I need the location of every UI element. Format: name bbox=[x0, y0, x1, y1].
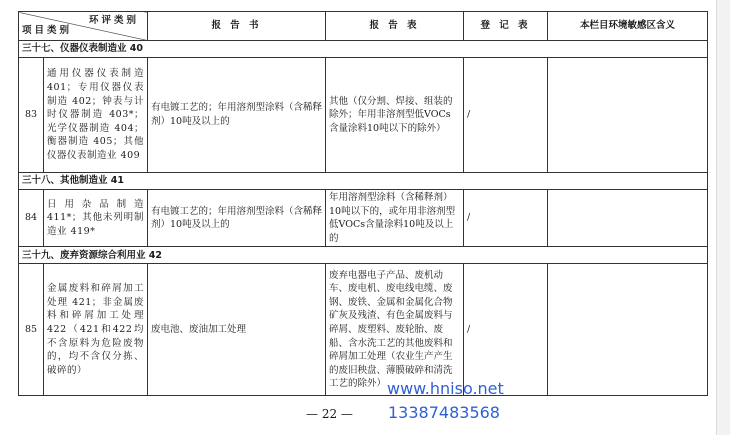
report-book-cell: 废电池、废油加工处理 bbox=[148, 264, 326, 396]
registration-cell: / bbox=[464, 264, 548, 396]
section-title: 三十九、废弃资源综合利用业 42 bbox=[19, 247, 708, 264]
watermark-url: www.hniso.net bbox=[387, 379, 504, 398]
table-row bbox=[19, 58, 708, 173]
environment-category-table bbox=[18, 11, 708, 396]
registration-cell: / bbox=[464, 58, 548, 173]
section-row bbox=[19, 173, 708, 190]
row-index: 83 bbox=[19, 58, 44, 173]
table-row bbox=[19, 190, 708, 247]
report-book-cell: 有电镀工艺的；年用溶剂型涂料（含稀释剂）10吨及以上的 bbox=[148, 190, 326, 247]
registration-header: 登 记 表 bbox=[464, 12, 548, 41]
report-form-cell: 年用溶剂型涂料（含稀释剂）10吨以下的，或年用非溶剂型低VOCs含量涂料10吨及以上的 bbox=[326, 190, 464, 247]
row-index: 84 bbox=[19, 190, 44, 247]
section-title: 三十七、仪器仪表制造业 40 bbox=[19, 41, 708, 58]
watermark-phone: 13387483568 bbox=[388, 403, 500, 422]
section-title: 三十八、其他制造业 41 bbox=[19, 173, 708, 190]
report-book-cell: 有电镀工艺的；年用溶剂型涂料（含稀释剂）10吨及以上的 bbox=[148, 58, 326, 173]
table-row bbox=[19, 264, 708, 396]
env-category-label: 环评类别 bbox=[88, 15, 139, 26]
section-row bbox=[19, 41, 708, 58]
diagonal-header-cell bbox=[19, 12, 148, 41]
section-row bbox=[19, 247, 708, 264]
sensitive-area-header: 本栏目环境敏感区含义 bbox=[548, 12, 708, 41]
report-form-header: 报 告 表 bbox=[326, 12, 464, 41]
report-book-header: 报 告 书 bbox=[148, 12, 326, 41]
page-number: — 22 — bbox=[306, 407, 353, 421]
project-category-cell: 日用杂品制造 411*；其他未列明制造业 419* bbox=[44, 190, 148, 247]
row-index: 85 bbox=[19, 264, 44, 396]
sensitive-area-cell bbox=[548, 190, 708, 247]
sensitive-area-cell bbox=[548, 264, 708, 396]
project-category-cell: 通用仪器仪表制造 401；专用仪器仪表制造 402；钟表与计时仪器制造 403*；光学仪器制造 404；衡器制造 405；其他仪器仪表制造业 409 bbox=[44, 58, 148, 173]
report-form-cell: 其他（仅分割、焊接、组装的除外；年用非溶剂型低VOCs含量涂料10吨以下的除外） bbox=[326, 58, 464, 173]
project-category-label: 项目类别 bbox=[22, 25, 73, 37]
sensitive-area-cell bbox=[548, 58, 708, 173]
report-form-cell: 废弃电器电子产品、废机动车、废电机、废电线电缆、废钢、废铁、金属和金属化合物矿灰及残渣、有色金属废料与碎屑、废塑料、废轮胎、废船、含水洗工艺的其他废料和碎屑加工处理（农业生产产生的废旧秧盘、薄膜破碎和清洗工艺的除外） bbox=[326, 264, 464, 396]
vertical-scrollbar[interactable] bbox=[716, 0, 730, 435]
project-category-cell: 金属废料和碎屑加工处理 421；非金属废料和碎屑加工处理 422（421和422均不含原料为危险废物的，均不含仅分拣、破碎的） bbox=[44, 264, 148, 396]
registration-cell: / bbox=[464, 190, 548, 247]
header-row bbox=[19, 12, 708, 41]
